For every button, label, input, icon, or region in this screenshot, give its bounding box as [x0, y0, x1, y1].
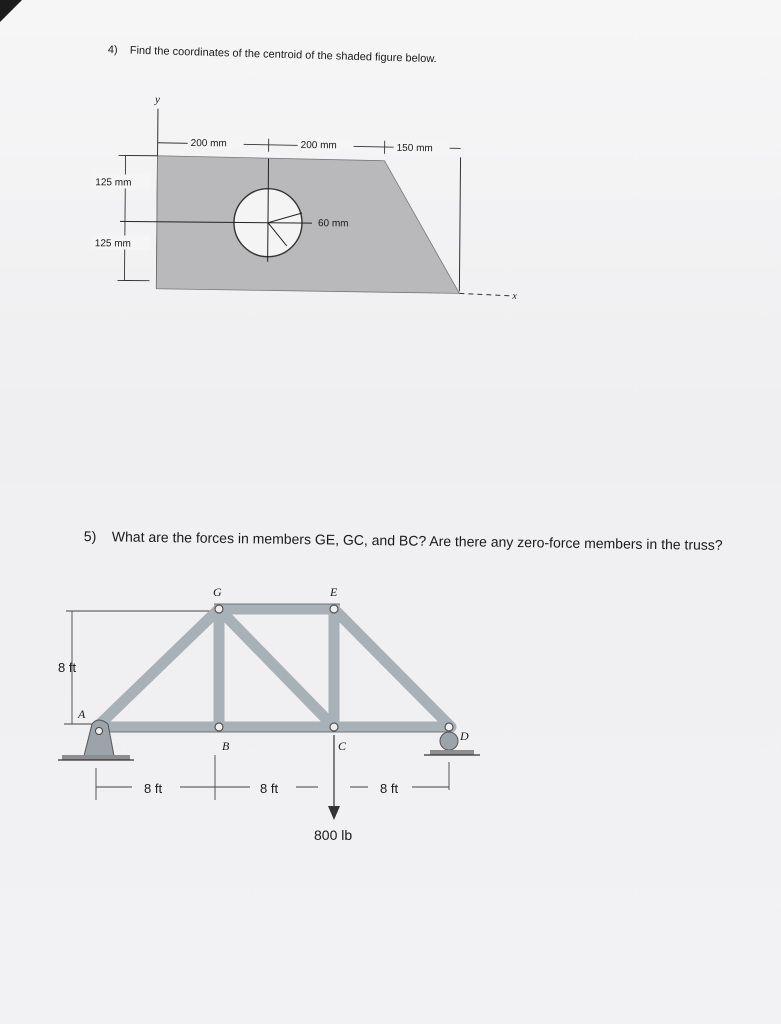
x-axis — [459, 293, 511, 295]
member-GC — [219, 609, 334, 727]
span-1-label: 8 ft — [144, 781, 163, 796]
load-label: 800 lb — [314, 827, 353, 843]
pin-B — [215, 723, 223, 731]
problem-5-number: 5) — [83, 527, 97, 545]
load-arrow-head — [328, 806, 340, 820]
dimension-left-1: 125 mm — [95, 177, 132, 189]
pin-A — [96, 728, 103, 735]
ground-D — [430, 750, 474, 755]
pin-G — [215, 605, 223, 613]
pin-C — [330, 723, 338, 731]
dimension-top-3: 150 mm — [396, 142, 433, 155]
x-axis-label: x — [512, 290, 517, 302]
joint-E-label: E — [330, 585, 338, 599]
pin-E — [330, 605, 338, 613]
roller-D — [440, 732, 458, 750]
span-2-label: 8 ft — [260, 781, 279, 796]
shaded-shape — [156, 156, 460, 294]
ground-A — [62, 755, 130, 760]
dimension-left-2: 125 mm — [94, 238, 131, 250]
problem-4-text: Find the coordinates of the centroid of the shaded figure below. — [129, 44, 437, 66]
joint-A-label: A — [78, 707, 86, 721]
height-label: 8 ft — [58, 660, 77, 675]
pin-D — [445, 723, 453, 731]
problem-5-text: What are the forces in members GE, GC, and BC? Are there any zero-force members in the truss? — [111, 528, 723, 553]
span-3-label: 8 ft — [380, 781, 399, 796]
joint-B-label: B — [222, 739, 230, 753]
dimension-top-1: 200 mm — [190, 138, 227, 150]
dimension-top-2: 200 mm — [300, 140, 337, 152]
truss-figure — [58, 585, 480, 843]
joint-G-label: G — [213, 585, 222, 599]
joint-D-label: D — [460, 729, 469, 743]
right-edge-extension — [459, 157, 460, 291]
problem-4-number: 4) — [107, 44, 118, 57]
member-ED — [334, 609, 451, 727]
hole-diameter-label: 60 mm — [317, 218, 349, 230]
joint-C-label: C — [338, 739, 347, 753]
member-AG — [100, 609, 219, 724]
y-axis-label: y — [154, 93, 160, 106]
left-dimension-line — [124, 155, 125, 280]
